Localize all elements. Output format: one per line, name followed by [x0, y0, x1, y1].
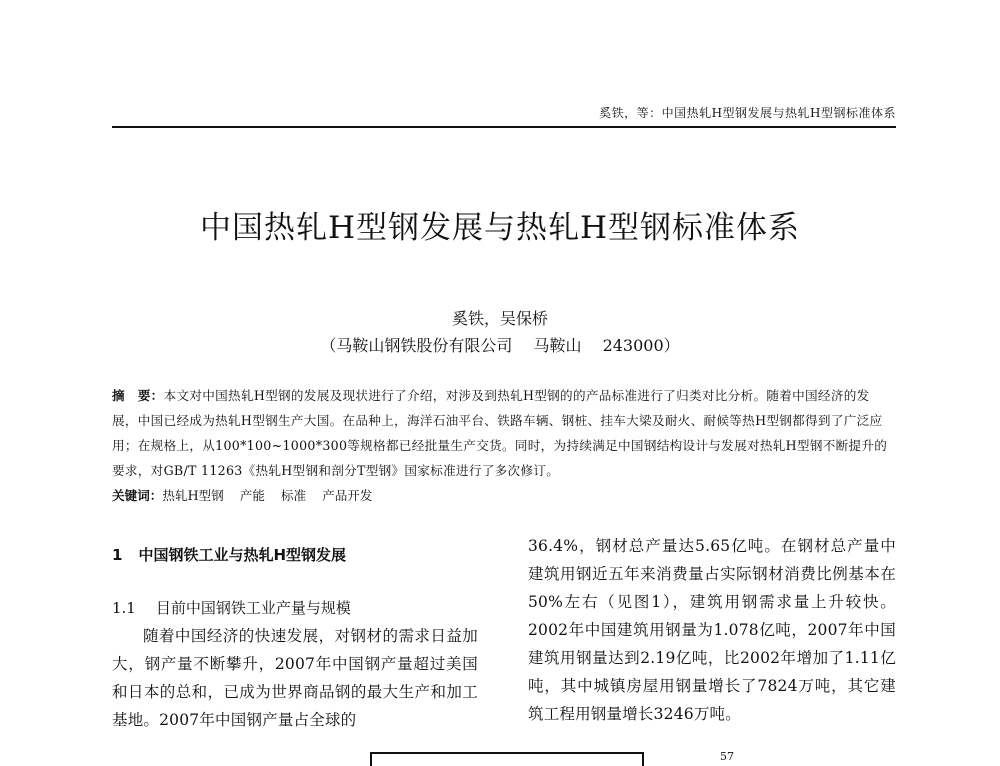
keywords — [112, 485, 894, 504]
keyword: 产品开发 — [322, 488, 373, 503]
section-title: 中国钢铁工业与热轧H型钢发展 — [138, 546, 346, 564]
section-number: 1 — [112, 546, 123, 564]
keyword: 标准 — [280, 488, 307, 503]
abstract-text: 本文对中国热轧H型钢的发展及现状进行了介绍，对涉及到热轧H型钢的的产品标准进行了归类对比分析。随着中国经济的发展，中国已经成为热轧H型钢生产大国。在品种上，海洋石油平台、铁路车辆、钢桩、挂车大梁及耐火、耐候等热H型钢都得到了广泛应用；在规格上，从100*100~1000*300等规格都已经批量生产交货。同时，为持续满足中国钢结构设计与发展对热轧H型钢不断提升的要求，对GB/T 11263《热轧H型钢和剖分T型钢》国家标准进行了多次修订。 — [112, 388, 888, 478]
body-paragraph: 随着中国经济的快速发展，对钢材的需求日益加大，钢产量不断攀升，2007年中国钢产量超过美国和日本的总和，已成为世界商品钢的最大生产和加工基地。2007年中国钢产量占全球的 — [112, 627, 478, 729]
page-number: 57 — [720, 750, 734, 763]
keyword: 热轧H型钢 — [162, 488, 224, 503]
header-rule — [112, 126, 896, 128]
running-head: 奚铁，等：中国热轧H型钢发展与热轧H型钢标准体系 — [599, 106, 896, 120]
affiliation-org: （马鞍山钢铁股份有限公司 — [320, 336, 513, 355]
affiliation-city: 马鞍山 — [533, 336, 582, 355]
left-column — [112, 544, 478, 734]
abstract — [112, 383, 894, 483]
section-heading — [112, 544, 478, 565]
keywords-label: 关键词： — [112, 488, 163, 503]
keyword: 产能 — [239, 488, 265, 503]
subsection-heading — [112, 597, 478, 618]
subsection-number: 1.1 — [112, 599, 136, 617]
subsection-title: 目前中国钢铁工业产量与规模 — [155, 599, 351, 617]
footer-banner — [370, 752, 644, 766]
body-paragraph: 36.4%，钢材总产量达5.65亿吨。在钢材总产量中建筑用钢近五年来消费量占实际钢材消费比例基本在50%左右（见图1），建筑用钢需求量上升较快。2002年中国建筑用钢量为1.078亿吨，2007年中国建筑用钢量达到2.19亿吨，比2002年增加了1.11亿吨，其中城镇房屋用钢量增长了7824万吨，其它建筑工程用钢量增长3246万吨。 — [528, 537, 896, 723]
affiliation — [0, 333, 1000, 356]
authors: 奚铁，吴保桥 — [451, 309, 548, 328]
abstract-label: 摘 要： — [112, 388, 164, 403]
right-column — [528, 532, 896, 728]
paper-title: 中国热轧H型钢发展与热轧H型钢标准体系 — [199, 210, 801, 246]
page-footer — [240, 752, 760, 766]
affiliation-postcode: 243000） — [602, 336, 680, 355]
